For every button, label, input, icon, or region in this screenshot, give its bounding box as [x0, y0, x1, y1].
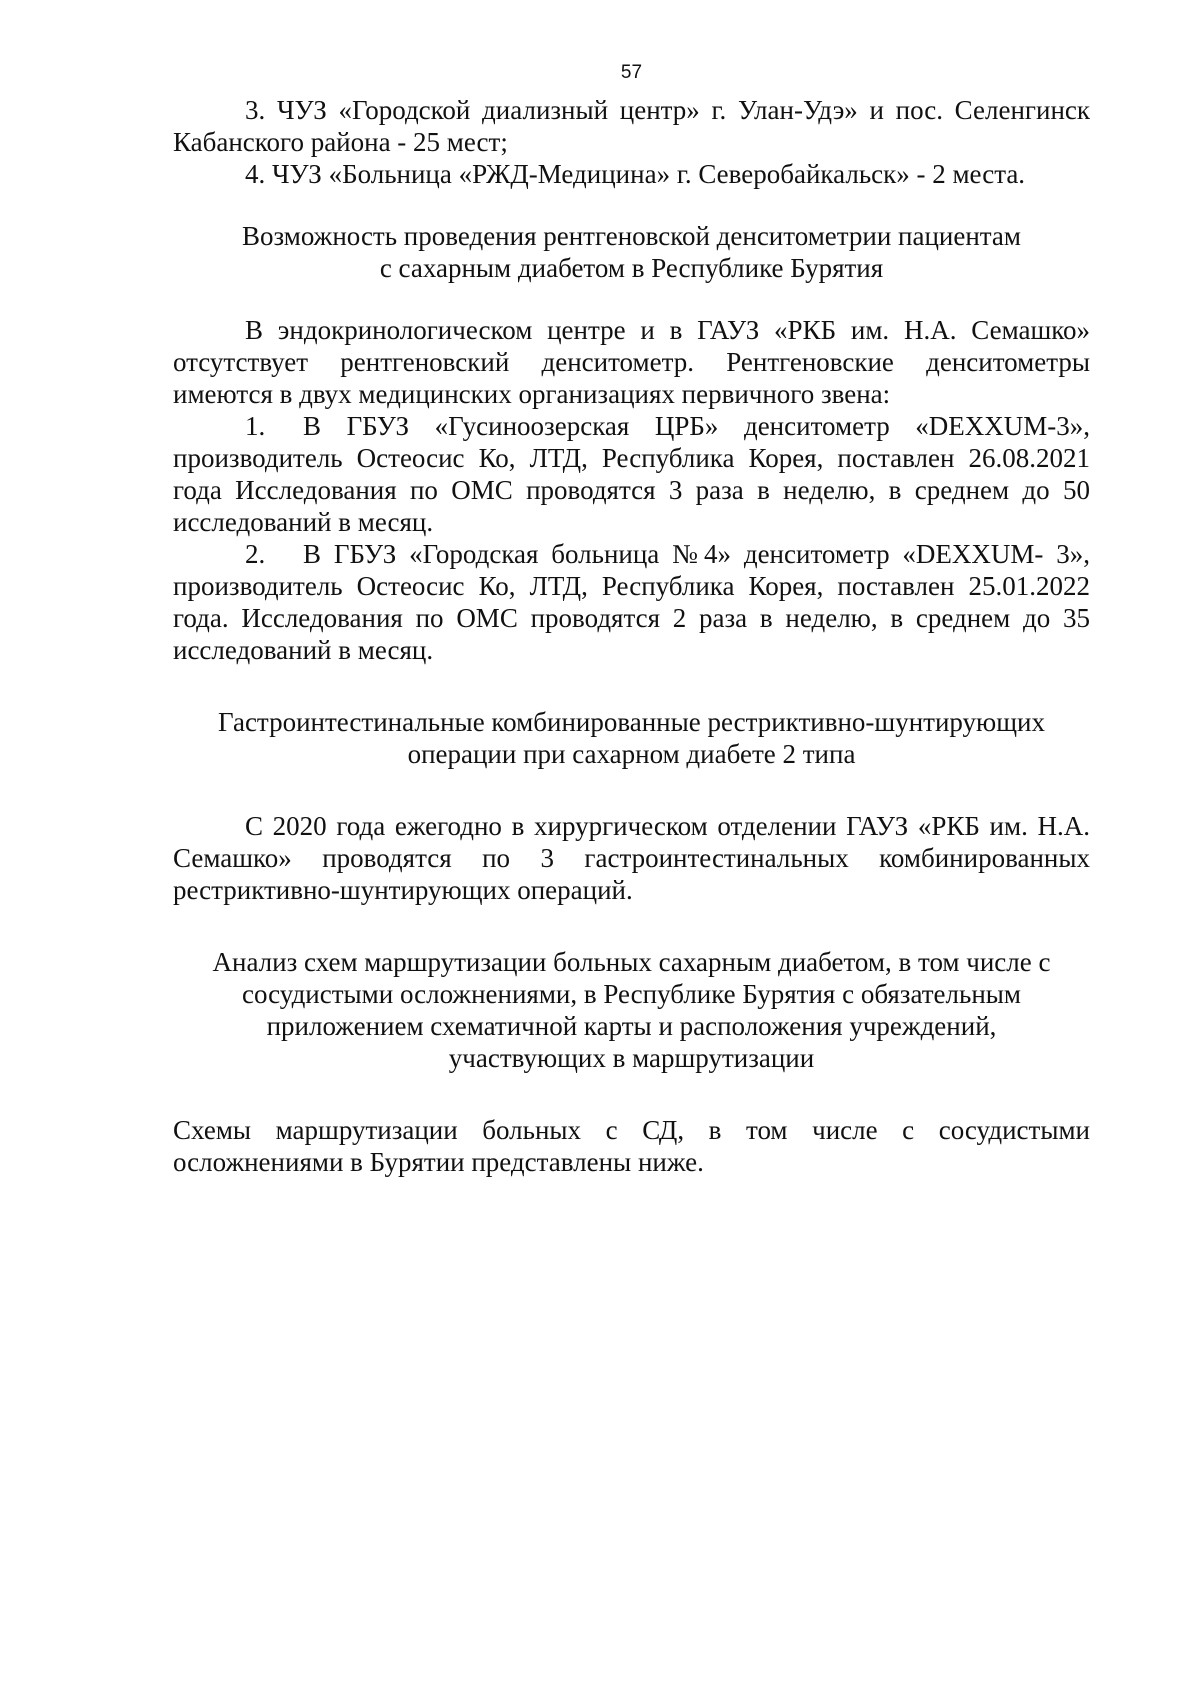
- paragraph-surgery: С 2020 года ежегодно в хирургическом отделении ГАУЗ «РКБ им. Н.А. Семашко» проводятся по 3 гастроинтестинальных комбинированных рестриктивно-шунтирующих операций.: [173, 811, 1090, 905]
- list-item-text: В ГБУЗ «Гусиноозерская ЦРБ» денситометр «DEXXUM-3», производитель Остеосис Ко, ЛТД, Республика Корея, поставлен 26.08.2021 года Исследования по ОМС проводятся 3 раза в неделю, в среднем до 50 исследований в месяц.: [173, 411, 1090, 537]
- page-number: 57: [620, 62, 643, 83]
- heading-line: участвующих в маршрутизации: [448, 1043, 815, 1073]
- spacer: [173, 1074, 1090, 1114]
- heading-line: операции при сахарном диабете 2 типа: [407, 739, 856, 769]
- list-item-densitometer-1: [173, 410, 1090, 538]
- paragraph-densitometry-intro: В эндокринологическом центре и в ГАУЗ «РКБ им. Н.А. Семашко» отсутствует рентгеновский денситометр. Рентгеновские денситометры имеются в двух медицинских организациях первичного звена:: [173, 315, 1090, 409]
- section-heading-surgery: [173, 706, 1090, 770]
- heading-line: сосудистыми осложнениями, в Республике Бурятия с обязательным: [241, 979, 1022, 1009]
- list-item-densitometer-2: [173, 538, 1090, 666]
- list-item-number: 1.: [245, 411, 266, 441]
- document-page: [173, 60, 1090, 1178]
- spacer: [173, 190, 1090, 220]
- list-item-intro-4: 4. ЧУЗ «Больница «РЖД-Медицина» г. Северобайкальск» - 2 места.: [245, 159, 1026, 189]
- heading-line: с сахарным диабетом в Республике Бурятия: [379, 253, 884, 283]
- section-heading-routing: [173, 946, 1090, 1074]
- heading-line: Возможность проведения рентгеновской денситометрии пациентам: [241, 221, 1022, 251]
- heading-line: Гастроинтестинальные комбинированные рестриктивно-шунтирующих: [218, 707, 1045, 737]
- list-item-number: 2.: [245, 539, 266, 569]
- paragraph-routing: Схемы маршрутизации больных с СД, в том числе с сосудистыми осложнениями в Бурятии представлены ниже.: [173, 1115, 1090, 1177]
- section-heading-densitometry: [173, 220, 1090, 284]
- heading-line: приложением схематичной карты и расположения учреждений,: [266, 1011, 997, 1041]
- spacer: [173, 770, 1090, 810]
- spacer: [173, 666, 1090, 706]
- spacer: [173, 284, 1090, 314]
- list-item-intro-3: 3. ЧУЗ «Городской диализный центр» г. Улан-Удэ» и пос. Селенгинск Кабанского района - 25 мест;: [173, 95, 1090, 157]
- heading-line: Анализ схем маршрутизации больных сахарным диабетом, в том числе с: [212, 947, 1051, 977]
- spacer: [173, 906, 1090, 946]
- list-item-text: В ГБУЗ «Городская больница №4» денситометр «DEXXUM- 3», производитель Остеосис Ко, ЛТД, Республика Корея, поставлен 25.01.2022 года. Исследования по ОМС проводятся 2 раза в неделю, в среднем до 35 исследований в месяц.: [173, 539, 1090, 665]
